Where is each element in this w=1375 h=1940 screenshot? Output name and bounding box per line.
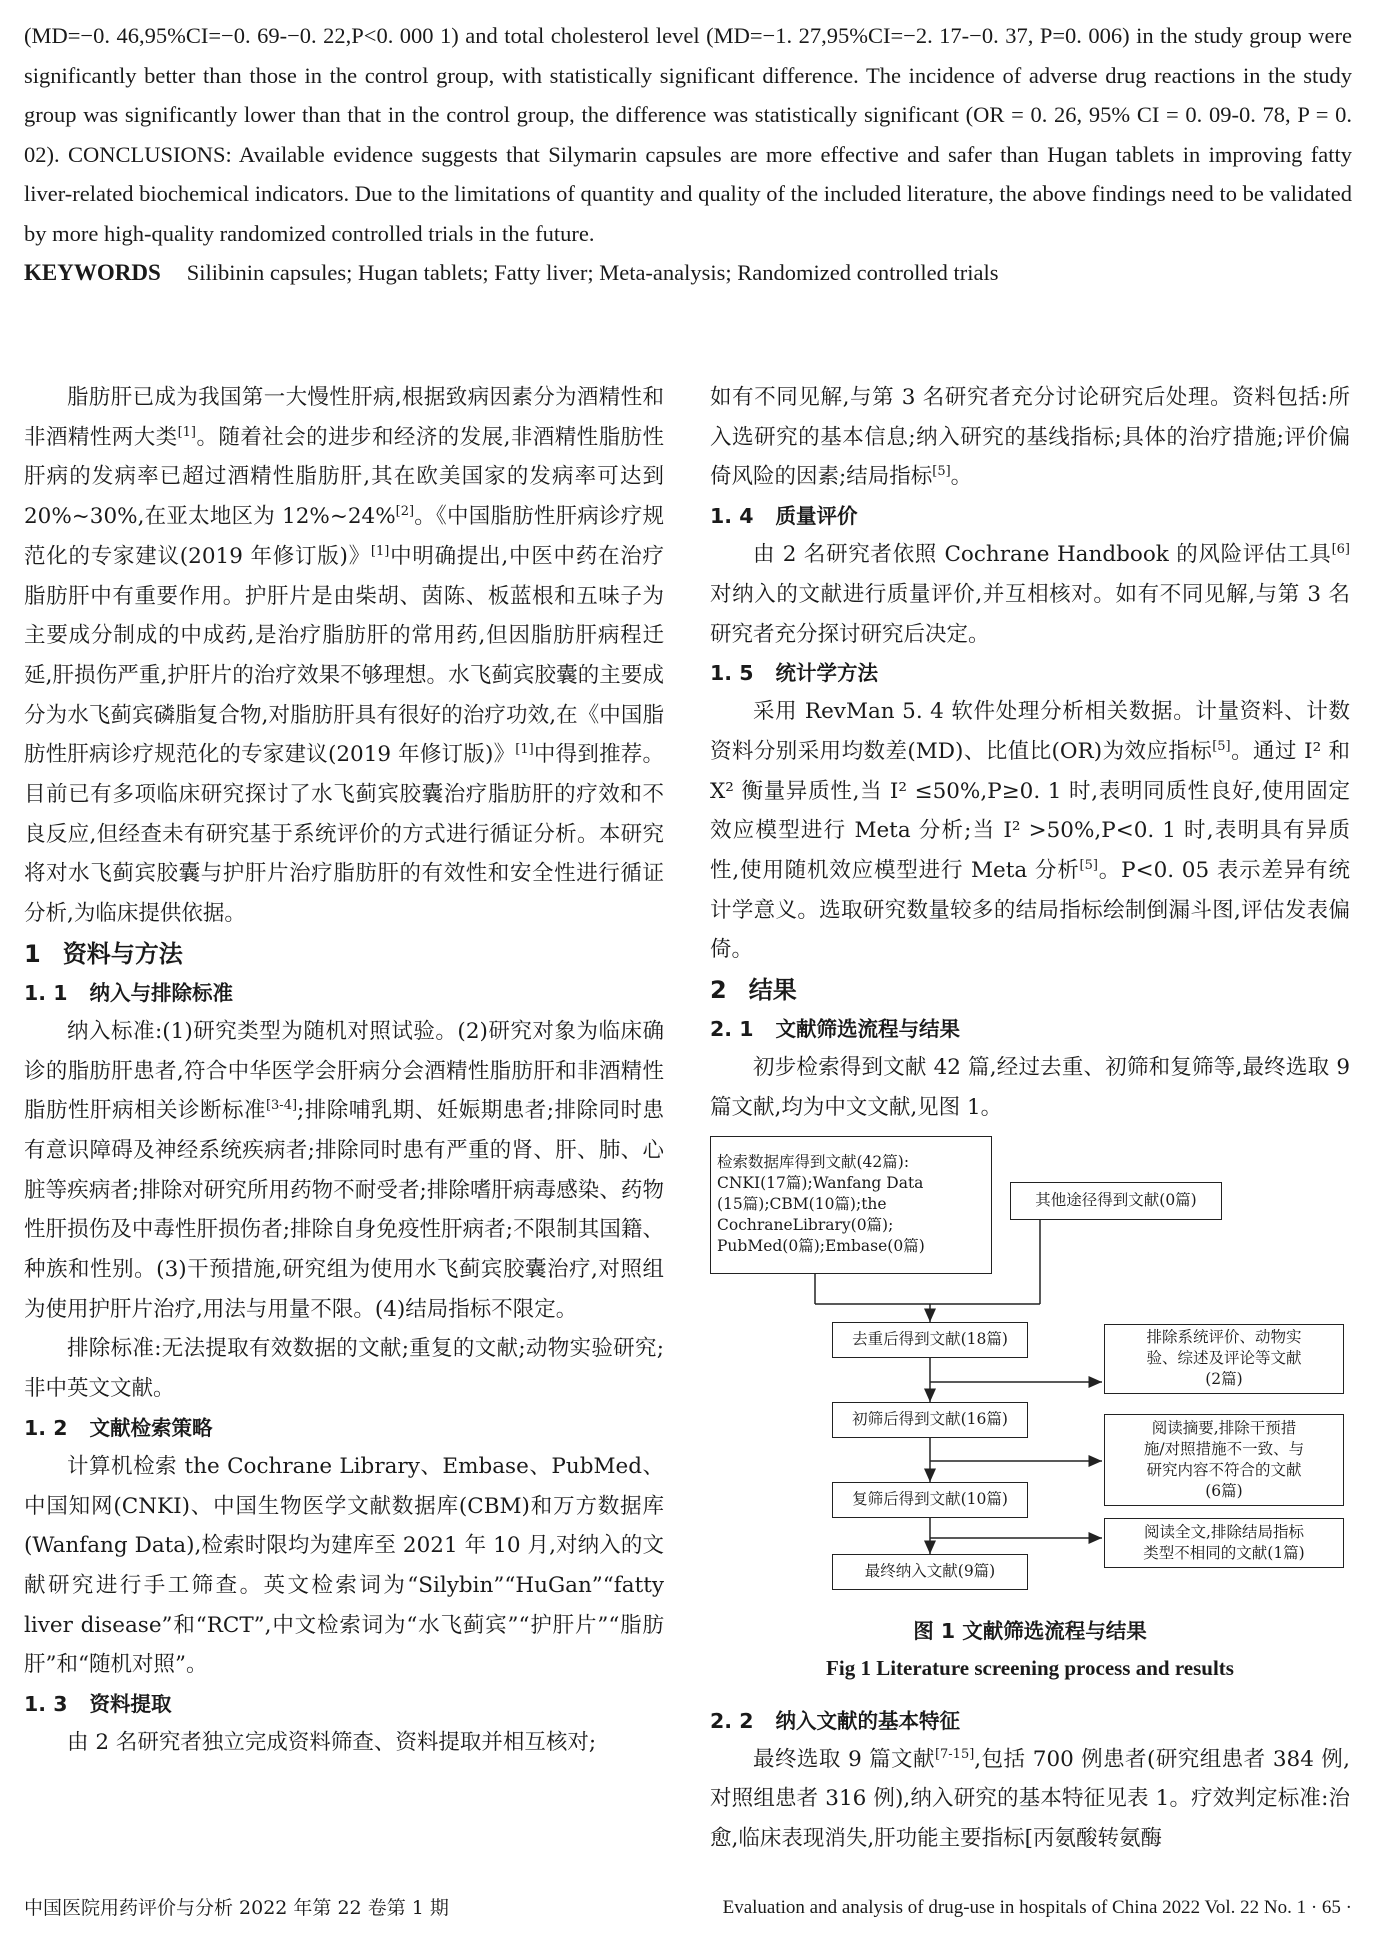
stats-text-c: 。P<0. 05 表示差异有统计学意义。选取研究数量较多的结局指标绘制倒漏斗图,评估发表偏倚。 — [710, 858, 1350, 963]
flow-text-line: CNKI(17篇);Wanfang Data — [717, 1174, 924, 1193]
footer-journal-cn: 中国医院用药评价与分析 2022 年第 22 卷第 1 期 — [24, 1897, 449, 1919]
flow-text-line: CochraneLibrary(0篇); — [717, 1216, 894, 1235]
heading-number: 1. 5 — [710, 661, 754, 686]
flow-text-line: (15篇);CBM(10篇);the — [717, 1195, 887, 1214]
statistics-paragraph — [710, 692, 1350, 970]
heading-title: 资料提取 — [89, 1692, 172, 1717]
flow-text-line: 验、综述及评论等文献 — [1146, 1349, 1302, 1368]
flow-text-line: 施/对照措施不一致、与 — [1143, 1439, 1305, 1458]
figure-caption-en: Fig 1 Literature screening process and results — [826, 1655, 1234, 1680]
citation: [3-4] — [265, 1098, 298, 1114]
flow-exclude-2-box — [1104, 1414, 1344, 1506]
flow-text-line: 研究内容不符合的文献 — [1146, 1460, 1302, 1479]
heading-title: 质量评价 — [775, 504, 858, 529]
intro-text-e: 中得到推荐。目前已有多项临床研究探讨了水飞蓟宾胶囊治疗脂肪肝的疗效和不良反应,但经查未有研究基于系统评价的方式进行循证分析。本研究将对水飞蓟宾胶囊与护肝片治疗脂肪肝的有效性和安全性进行循证分析,为临床提供依据。 — [24, 742, 664, 927]
flow-text-line: 检索数据库得到文献(42篇): — [717, 1153, 910, 1172]
flow-database-box — [710, 1136, 992, 1274]
citation: [5] — [1212, 738, 1231, 754]
flow-initial-screen-box — [832, 1402, 1028, 1438]
inclusion-text-a: 纳入标准:(1)研究类型为随机对照试验。(2)研究对象为临床确诊的脂肪肝患者,符合中华医学会肝病分会酒精性脂肪肝和非酒精性脂肪性肝病相关诊断标准 — [24, 1018, 664, 1124]
exclusion-paragraph: 排除标准:无法提取有效数据的文献;重复的文献;动物实验研究;非中英文文献。 — [24, 1336, 664, 1402]
flow-text-line: 复筛后得到文献(10篇) — [852, 1490, 1008, 1509]
flow-text-line: 阅读全文,排除结局指标 — [1144, 1522, 1304, 1541]
subsection-heading-1-3 — [24, 1685, 664, 1723]
right-column — [710, 378, 1350, 1859]
stats-text-a: 采用 RevMan 5. 4 软件处理分析相关数据。计量资料、计数资料分别采用均数差(MD)、比值比(OR)为效应指标 — [710, 699, 1350, 764]
characteristics-text-a: 最终选取 9 篇文献 — [753, 1746, 935, 1772]
citation: [6] — [1331, 541, 1350, 557]
citation: [1] — [515, 742, 534, 758]
characteristics-paragraph — [710, 1740, 1350, 1859]
flow-final-box — [832, 1554, 1028, 1590]
inclusion-text-b: ;排除哺乳期、妊娠期患者;排除同时患有意识障碍及神经系统疾病者;排除同时患有严重的肾、肝、肺、心脏等疾病者;排除对研究所用药物不耐受者;排除嗜肝病毒感染、药物性肝损伤及中毒性肝损伤者;排除自身免疫性肝病者;不限制其国籍、种族和性别。(3)干预措施,研究组为使用水飞蓟宾胶囊治疗,对照组为使用护肝片治疗,用法与用量不限。(4)结局指标不限定。 — [24, 1098, 664, 1322]
abstract-section — [24, 16, 1352, 293]
flow-text-line: 类型不相同的文献(1篇) — [1143, 1543, 1305, 1562]
screening-flowchart — [710, 1136, 1350, 1612]
screening-paragraph: 初步检索得到文献 42 篇,经过去重、初筛和复筛等,最终选取 9 篇文献,均为中文文献,见图 1。 — [710, 1055, 1350, 1120]
citation: [5] — [1079, 857, 1098, 873]
heading-number: 1 — [24, 939, 41, 968]
search-strategy-paragraph: 计算机检索 the Cochrane Library、Embase、PubMed、中国知网(CNKI)、中国生物医学文献数据库(CBM)和万方数据库(Wanfang Data),检索时限均为建库至 2021 年 10 月,对纳入的文献研究进行手工筛查。英文检索词为“Silybin”“HuGan”“fatty liver disease”和“RCT”,中文检索词为“水飞蓟宾”“护肝片”“脂肪肝”和“随机对照”。 — [24, 1453, 664, 1678]
flow-text-line: 去重后得到文献(18篇) — [852, 1330, 1008, 1349]
subsection-heading-2-2 — [710, 1702, 1350, 1740]
subsection-heading-1-1 — [24, 974, 664, 1012]
section-heading-1 — [24, 934, 664, 974]
flow-text-line: (6篇) — [1205, 1481, 1243, 1500]
quality-paragraph — [710, 535, 1350, 654]
intro-text-a: 脂肪肝已成为我国第一大慢性肝病,根据致病因素分为酒精性和非酒精性两大类 — [24, 385, 664, 450]
flow-text-line: 阅读摘要,排除干预措 — [1151, 1418, 1297, 1437]
flow-text-line: 其他途径得到文献(0篇) — [1035, 1191, 1197, 1210]
flow-second-screen-box — [832, 1482, 1028, 1518]
heading-number: 1. 2 — [24, 1415, 68, 1440]
characteristics-text-b: ,包括 700 例患者(研究组患者 384 例,对照组患者 316 例),纳入研究的基本特征见表 1。疗效判定标准:治愈,临床表现消失,肝功能主要指标[丙氨酸转氨酶 — [710, 1746, 1350, 1851]
flow-text-line: 排除系统评价、动物实 — [1146, 1328, 1302, 1347]
heading-title: 统计学方法 — [775, 661, 878, 686]
citation: [1] — [370, 543, 390, 559]
flow-database-text — [717, 1152, 925, 1257]
figure-caption-cn: 图 1 文献筛选流程与结果 — [913, 1618, 1147, 1643]
flow-exclude-3-text — [1143, 1522, 1304, 1564]
heading-number: 1. 1 — [24, 980, 68, 1005]
extraction-end: 。 — [950, 464, 973, 490]
heading-number: 1. 4 — [710, 504, 754, 529]
flow-text-line: 最终纳入文献(9篇) — [864, 1562, 996, 1581]
heading-title: 文献检索策略 — [89, 1415, 213, 1440]
intro-text-c: 。《中国脂肪性肝病诊疗规范化的专家建议(2019 年修订版)》 — [24, 504, 664, 569]
flow-exclude-3-box — [1104, 1518, 1344, 1568]
flow-other-sources-box — [1010, 1182, 1222, 1220]
quality-text-a: 由 2 名研究者依照 Cochrane Handbook 的风险评估工具 — [753, 542, 1332, 568]
heading-number: 1. 3 — [24, 1692, 68, 1717]
flow-text-line: PubMed(0篇);Embase(0篇) — [717, 1237, 925, 1256]
heading-number: 2 — [710, 976, 727, 1005]
intro-text-d: 中明确提出,中医中药在治疗脂肪肝中有重要作用。护肝片是由柴胡、茵陈、板蓝根和五味子为主要成分制成的中成药,是治疗脂肪肝的常用药,但因脂肪肝病程迁延,肝损伤严重,护肝片的治疗效果不够理想。水飞蓟宾胶囊的主要成分为水飞蓟宾磷脂复合物,对脂肪肝具有很好的治疗功效,在《中国脂肪性肝病诊疗规范化的专家建议(2019 年修订版)》 — [24, 543, 665, 768]
keywords-label: KEYWORDS — [24, 260, 161, 285]
heading-title: 结果 — [748, 976, 797, 1005]
citation: [5] — [932, 464, 951, 480]
footer-journal-en: Evaluation and analysis of drug-use in hospitals of China 2022 Vol. 22 No. 1 · 65 · — [722, 1897, 1352, 1918]
flow-text-line: (2篇) — [1205, 1370, 1243, 1389]
flow-dedup-box — [832, 1322, 1028, 1358]
heading-number: 2. 2 — [710, 1708, 754, 1733]
citation: [7-15] — [934, 1746, 975, 1762]
heading-title: 纳入文献的基本特征 — [775, 1708, 960, 1733]
subsection-heading-1-2 — [24, 1409, 664, 1447]
intro-text-b: 。随着社会的进步和经济的发展,非酒精性脂肪性肝病的发病率已超过酒精性脂肪肝,其在欧美国家的发病率可达到 20%~30%,在亚太地区为 12%~24% — [24, 424, 664, 530]
stats-text-b: 。通过 I² 和X² 衡量异质性,当 I² ≤50%,P≥0. 1 时,表明同质性良好,使用固定效应模型进行 Meta 分析;当 I² >50%,P<0. 1 时,表明具有异质性,使用随机效应模型进行 Meta 分析 — [710, 738, 1350, 884]
heading-number: 2. 1 — [710, 1017, 754, 1042]
citation: [1] — [177, 424, 196, 440]
inclusion-paragraph — [24, 1012, 664, 1330]
data-extraction-continued — [710, 378, 1350, 497]
section-heading-2 — [710, 970, 1350, 1010]
left-column — [24, 378, 664, 1763]
data-extraction-paragraph: 由 2 名研究者独立完成资料筛查、资料提取并相互核对; — [67, 1730, 597, 1756]
quality-text-b: 对纳入的文献进行质量评价,并互相核对。如有不同见解,与第 3 名研究者充分探讨研究后决定。 — [710, 581, 1350, 647]
flow-exclude-1-text — [1146, 1327, 1301, 1390]
heading-title: 文献筛选流程与结果 — [775, 1017, 960, 1042]
flow-exclude-2-text — [1144, 1418, 1304, 1502]
heading-title: 资料与方法 — [62, 939, 183, 968]
keywords-text: Silibinin capsules; Hugan tablets; Fatty liver; Meta-analysis; Randomized controlled trials — [186, 260, 999, 285]
heading-title: 纳入与排除标准 — [89, 980, 233, 1005]
subsection-heading-1-4 — [710, 497, 1350, 535]
abstract-text: (MD=−0. 46,95%CI=−0. 69-−0. 22,P<0. 000 1) and total cholesterol level (MD=−1. 27,95%CI=−2. 17-−0. 37, P=0. 006) in the study group were significantly better than those in the control group, with statistically significant difference. The incidence of adverse drug reactions in the study group was significantly lower than that in the control group, the difference was statistically significant (OR = 0. 26, 95% CI = 0. 09-0. 78, P = 0. 02). CONCLUSIONS: Available evidence suggests that Silymarin capsules are more effective and safer than Hugan tablets in improving fatty liver-related biochemical indicators. Due to the limitations of quantity and quality of the included literature, the above findings need to be validated by more high-quality randomized controlled trials in the future. — [24, 23, 1352, 246]
extraction-text: 如有不同见解,与第 3 名研究者充分讨论研究后处理。资料包括:所入选研究的基本信息;纳入研究的基线指标;具体的治疗措施;评价偏倚风险的因素;结局指标 — [710, 385, 1350, 490]
flow-exclude-1-box — [1104, 1324, 1344, 1394]
flow-text-line: 初筛后得到文献(16篇) — [852, 1410, 1008, 1429]
citation: [2] — [395, 503, 415, 519]
subsection-heading-1-5 — [710, 654, 1350, 692]
subsection-heading-2-1 — [710, 1010, 1350, 1048]
intro-paragraph — [24, 378, 664, 934]
keywords-line — [24, 253, 1352, 293]
